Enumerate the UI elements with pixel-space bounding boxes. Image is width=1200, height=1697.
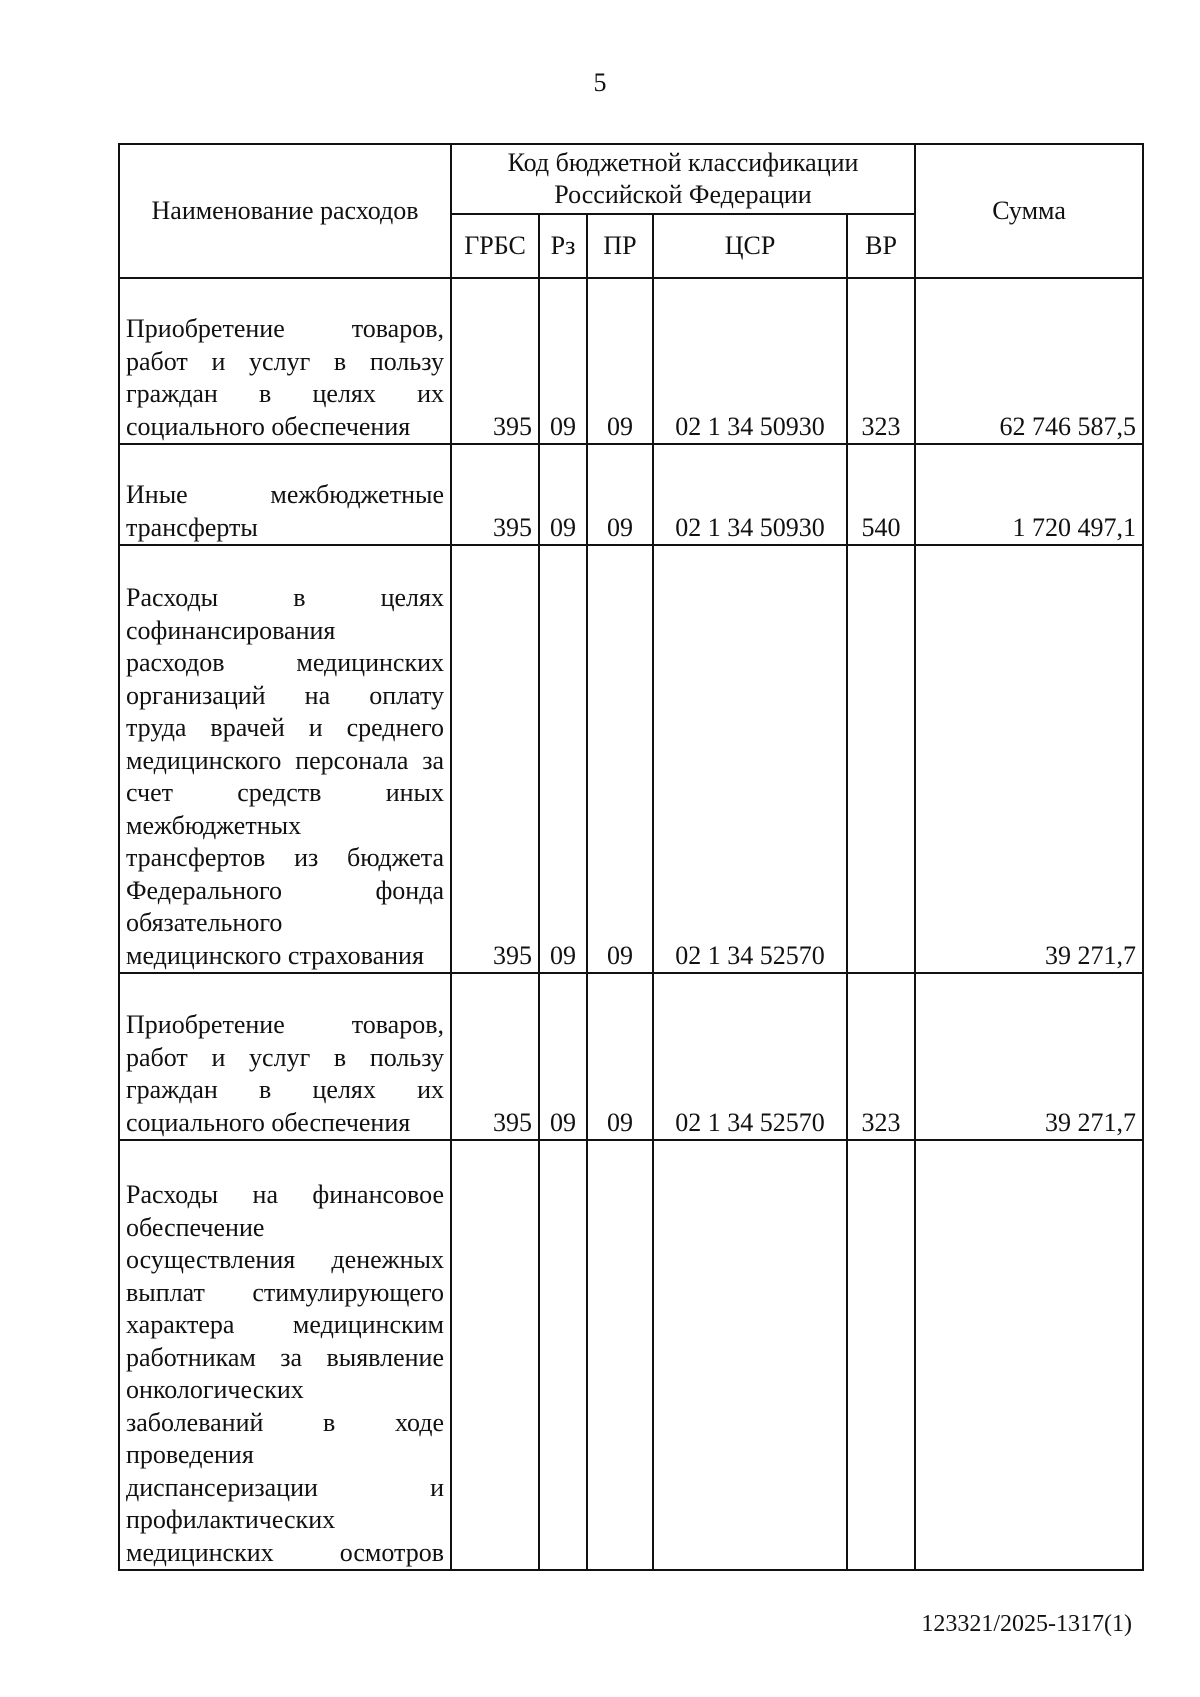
page-number: 5 xyxy=(593,68,607,97)
header-sum: Сумма xyxy=(915,144,1143,278)
cell-pr: 09 xyxy=(587,973,653,1140)
name-line: граждан в целях их xyxy=(126,1075,444,1104)
header-pr: ПР xyxy=(587,214,653,278)
cell-sum: 1 720 497,1 xyxy=(915,444,1143,545)
name-line: обеспечение xyxy=(126,1212,265,1242)
cell-sum xyxy=(915,1140,1143,1570)
cell-rz: 09 xyxy=(539,973,587,1140)
name-line: Приобретение товаров, xyxy=(126,314,444,343)
cell-pr: 09 xyxy=(587,545,653,973)
cell-csr: 02 1 34 50930 xyxy=(653,278,847,444)
name-line: расходов медицинских xyxy=(126,648,444,677)
table-row xyxy=(119,444,1143,545)
name-line: труда врачей и среднего xyxy=(126,713,444,742)
row-name xyxy=(119,278,451,444)
cell-sum: 62 746 587,5 xyxy=(915,278,1143,444)
cell-csr: 02 1 34 52570 xyxy=(653,973,847,1140)
cell-pr xyxy=(587,1140,653,1570)
header-code-group: Код бюджетной классификации Российской Федерации xyxy=(451,144,915,214)
name-line: межбюджетных xyxy=(126,810,302,840)
cell-vr: 540 xyxy=(847,444,915,545)
cell-rz: 09 xyxy=(539,444,587,545)
table-row xyxy=(119,973,1143,1140)
name-line: выплат стимулирующего xyxy=(126,1277,444,1307)
table-row xyxy=(119,1140,1143,1570)
name-line: проведения xyxy=(126,1440,254,1469)
name-line: Иные межбюджетные xyxy=(126,480,444,509)
name-line: медицинских осмотров xyxy=(126,1537,444,1567)
name-line: социального обеспечения xyxy=(126,1107,411,1137)
row-name xyxy=(119,973,451,1140)
row-name xyxy=(119,444,451,545)
row-name xyxy=(119,545,451,973)
name-line: социального обеспечения xyxy=(126,411,411,441)
header-rz: Рз xyxy=(539,214,587,278)
cell-pr: 09 xyxy=(587,278,653,444)
cell-rz xyxy=(539,1140,587,1570)
cell-csr: 02 1 34 50930 xyxy=(653,444,847,545)
name-line: заболеваний в ходе xyxy=(126,1407,444,1437)
cell-vr xyxy=(847,545,915,973)
cell-sum: 39 271,7 xyxy=(915,973,1143,1140)
name-line: медицинского страхования xyxy=(126,940,424,970)
cell-rz: 09 xyxy=(539,545,587,973)
cell-grbs: 395 xyxy=(451,545,539,973)
name-line: обязательного xyxy=(126,908,283,937)
name-line: диспансеризации и xyxy=(126,1472,444,1502)
name-line: работникам за выявление xyxy=(126,1342,444,1372)
name-line: трансфертов из бюджета xyxy=(126,843,444,872)
header-vr: ВР xyxy=(847,214,915,278)
name-line: медицинского персонала за xyxy=(126,745,444,775)
cell-vr: 323 xyxy=(847,278,915,444)
cell-pr: 09 xyxy=(587,444,653,545)
cell-grbs xyxy=(451,1140,539,1570)
name-line: работ и услуг в пользу xyxy=(126,346,444,376)
header-name: Наименование расходов xyxy=(119,144,451,278)
name-line: граждан в целях их xyxy=(126,379,444,408)
cell-csr xyxy=(653,1140,847,1570)
header-grbs: ГРБС xyxy=(451,214,539,278)
cell-grbs: 395 xyxy=(451,278,539,444)
name-line: Расходы на финансовое xyxy=(126,1180,444,1209)
table-row xyxy=(119,545,1143,973)
document-id: 123321/2025-1317(1) xyxy=(921,1611,1132,1637)
budget-table xyxy=(118,143,1144,1571)
cell-grbs: 395 xyxy=(451,973,539,1140)
cell-grbs: 395 xyxy=(451,444,539,545)
name-line: софинансирования xyxy=(126,615,336,645)
name-line: Федерального фонда xyxy=(126,875,444,905)
cell-vr: 323 xyxy=(847,973,915,1140)
cell-rz: 09 xyxy=(539,278,587,444)
name-line: характера медицинским xyxy=(126,1310,444,1339)
header-csr: ЦСР xyxy=(653,214,847,278)
name-line: профилактических xyxy=(126,1505,336,1534)
name-line: трансферты xyxy=(126,512,258,542)
cell-csr: 02 1 34 52570 xyxy=(653,545,847,973)
row-name xyxy=(119,1140,451,1570)
name-line: осуществления денежных xyxy=(126,1245,444,1274)
name-line: работ и услуг в пользу xyxy=(126,1042,444,1072)
table-header-row xyxy=(119,144,1143,214)
cell-sum: 39 271,7 xyxy=(915,545,1143,973)
cell-vr xyxy=(847,1140,915,1570)
name-line: онкологических xyxy=(126,1375,304,1404)
table-row xyxy=(119,278,1143,444)
name-line: организаций на оплату xyxy=(126,680,444,710)
name-line: Приобретение товаров, xyxy=(126,1010,444,1039)
name-line: счет средств иных xyxy=(126,778,444,807)
name-line: Расходы в целях xyxy=(126,583,444,612)
